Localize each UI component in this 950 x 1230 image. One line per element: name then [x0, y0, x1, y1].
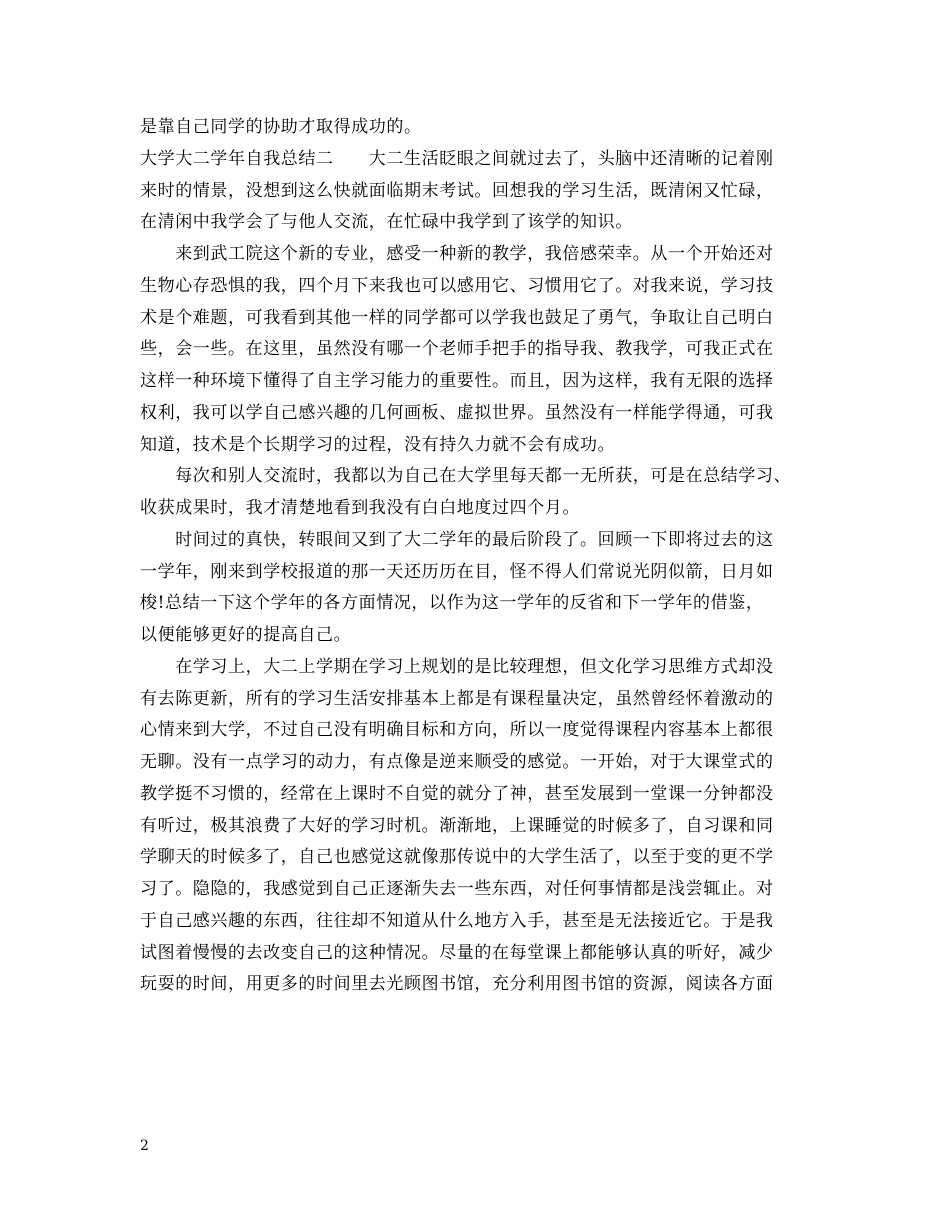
text-line: 以便能够更好的提高自己。 — [140, 625, 352, 645]
text-line: 有去陈更新，所有的学习生活安排基本上都是有课程量决定，虽然曾经怀着激动的 — [140, 688, 774, 709]
text-line: 在清闲中我学会了与他人交流，在忙碌中我学到了该学的知识。 — [140, 212, 633, 233]
text-line: 知道，技术是个长期学习的过程，没有持久力就不会有成功。 — [140, 434, 616, 455]
text-line: 教学挺不习惯的，经常在上课时不自觉的就分了神，甚至发展到一堂课一分钟都没 — [140, 783, 774, 804]
text-line: 试图着慢慢的去改变自己的这种情况。尽量的在每堂课上都能够认真的听好，减少 — [140, 942, 774, 963]
text-line: 一学年，刚来到学校报道的那一天还历历在目，怪不得人们常说光阴似箭，日月如 — [140, 561, 774, 582]
text-line: 大学大二学年自我总结二 大二生活眨眼之间就过去了，头脑中还清晰的记着刚 — [140, 148, 774, 169]
text-line: 些，会一些。在这里，虽然没有哪一个老师手把手的指导我、教我学，可我正式在 — [140, 339, 774, 360]
text-line: 来时的情景，没想到这么快就面临期末考试。回想我的学习生活，既清闲又忙碌， — [140, 180, 774, 201]
text-line: 收获成果时，我才清楚地看到我没有白白地度过四个月。 — [140, 498, 580, 518]
page-number: 2 — [140, 1138, 149, 1154]
text-line: 这样一种环境下懂得了自主学习能力的重要性。而且，因为这样，我有无限的选择 — [140, 371, 774, 391]
text-line: 学聊天的时候多了，自己也感觉这就像那传说中的大学生活了，以至于变的更不学 — [140, 847, 774, 868]
text-line: 权利，我可以学自己感兴趣的几何画板、虚拟世界。虽然没有一样能学得通，可我 — [140, 402, 774, 423]
text-line: 心情来到大学，不过自己没有明确目标和方向，所以一度觉得课程内容基本上都很 — [140, 720, 774, 741]
text-line: 来到武工院这个新的专业，感受一种新的教学，我倍感荣幸。从一个开始还对 — [140, 244, 774, 264]
text-line: 有听过，极其浪费了大好的学习时机。渐渐地，上课睡觉的时候多了，自习课和同 — [140, 815, 774, 836]
text-line: 梭!总结一下这个学年的各方面情况，以作为这一学年的反省和下一学年的借鉴， — [140, 593, 764, 614]
text-line: 是靠自己同学的协助才取得成功的。 — [140, 117, 422, 137]
text-line: 习了。隐隐的，我感觉到自己正逐渐失去一些东西，对任何事情都是浅尝辄止。对 — [140, 879, 774, 899]
text-line: 玩耍的时间，用更多的时间里去光顾图书馆，充分利用图书馆的资源，阅读各方面 — [140, 974, 774, 995]
text-line: 每次和别人交流时，我都以为自己在大学里每天都一无所获，可是在总结学习、 — [140, 466, 792, 487]
text-line: 时间过的真快，转眼间又到了大二学年的最后阶段了。回顾一下即将过去的这 — [140, 529, 774, 550]
text-line: 生物心存恐惧的我，四个月下来我也可以感用它、习惯用它了。对我来说，学习技 — [140, 275, 774, 296]
text-line: 在学习上，大二上学期在学习上规划的是比较理想，但文化学习思维方式却没 — [140, 656, 774, 677]
text-line: 术是个难题，可我看到其他一样的同学都可以学我也鼓足了勇气，争取让自己明白 — [140, 307, 774, 328]
text-line: 无聊。没有一点学习的动力，有点像是逆来顺受的感觉。一开始，对于大课堂式的 — [140, 752, 774, 772]
text-line: 于自己感兴趣的东西，往往却不知道从什么地方入手，甚至是无法接近它。于是我 — [140, 910, 774, 931]
